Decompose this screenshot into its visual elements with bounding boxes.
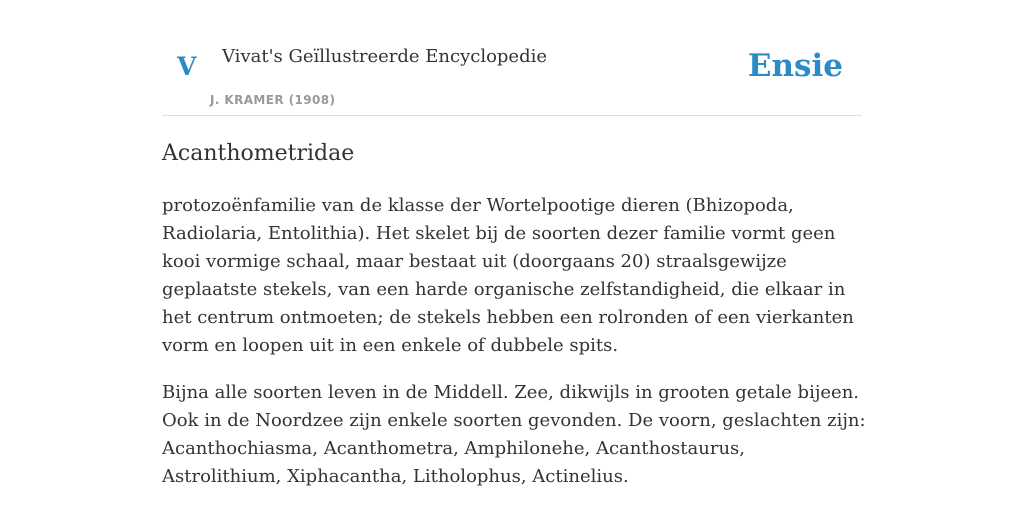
author-credit: J. KRAMER (1908) (210, 93, 336, 107)
article-body (162, 192, 868, 510)
article-paragraph: Bijna alle soorten leven in de Middell. Zee, dikwijls in grooten getale bijeen. Ook in de Noordzee zijn enkele soorten gevonden. De voorn, geslachten zijn: Acanthochiasma, Acanthometra, Amphilonehe, Acanthostaurus, Astrolithium, Xiphacantha, Litholophus, Actinelius. (162, 382, 866, 487)
article-paragraph: protozoënfamilie van de klasse der Wortelpootige dieren (Bhizopoda, Radiolaria, Entolithia). Het skelet bij de soorten dezer familie vormt geen kooi vormige schaal, maar bestaat uit (doorgaans 20) straalsgewijze geplaatste stekels, van een harde organische zelfstandigheid, die elkaar in het centrum ontmoeten; de stekels hebben een rolronden of een vierkanten vorm en loopen uit in een enkele of dubbele spits. (162, 195, 854, 356)
ensie-brand-logo[interactable]: Ensie (747, 48, 843, 84)
encyclopedia-logo-letter[interactable]: V (177, 52, 197, 81)
source-header (162, 36, 862, 116)
article-title: Acanthometridae (162, 141, 355, 166)
encyclopedia-title-link[interactable]: Vivat's Geïllustreerde Encyclopedie (222, 46, 548, 67)
